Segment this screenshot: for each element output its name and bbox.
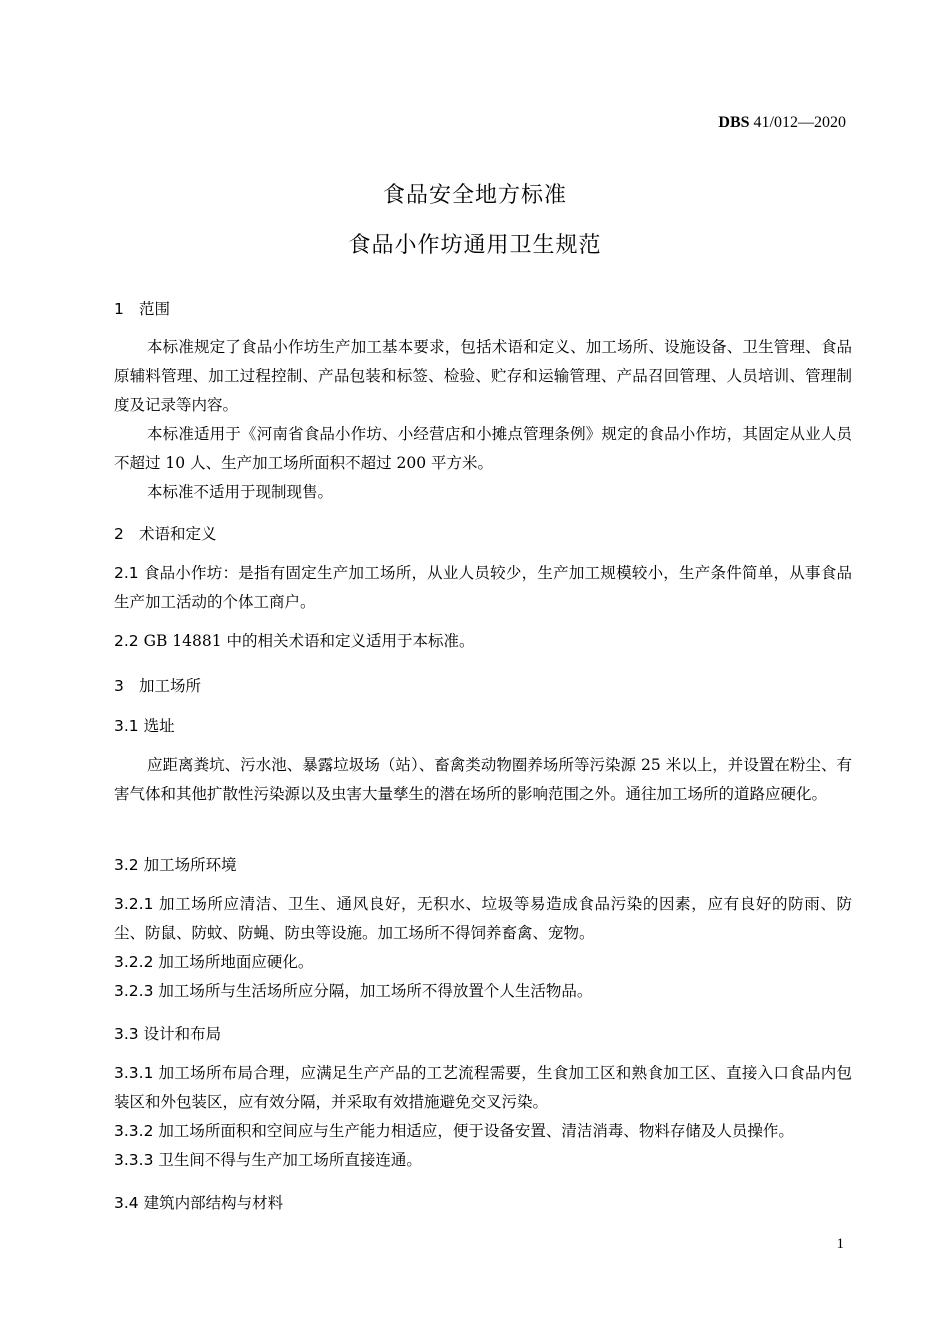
section-1-paragraph-1: 本标准规定了食品小作坊生产加工基本要求，包括术语和定义、加工场所、设施设备、卫生管理、食品原辅料管理、加工过程控制、产品包装和标签、检验、贮存和运输管理、产品召回管理、人员培训、管理制度及记录等内容。: [114, 338, 852, 414]
title-line-2: 食品小作坊通用卫生规范: [348, 233, 602, 258]
clause-text: 加工场所与生活场所应分隔，加工场所不得放置个人生活物品。: [158, 982, 593, 1000]
section-1-paragraph-2: 本标准适用于《河南省食品小作坊、小经营店和小摊点管理条例》规定的食品小作坊，其固定从业人员不超过 10 人、生产加工场所面积不超过 200 平方米。: [114, 425, 852, 472]
section-3-heading: [114, 674, 201, 696]
clause-3-2-1: [114, 890, 852, 948]
clause-2-2: [114, 627, 852, 656]
subsection-3-3-heading: [114, 1022, 221, 1044]
clause-text: 加工场所应清洁、卫生、通风良好，无积水、垃圾等易造成食品污染的因素，应有良好的防雨、防尘、防鼠、防蚊、防蝇、防虫等设施。加工场所不得饲养畜禽、宠物。: [114, 895, 852, 942]
subsection-3-2-heading: [114, 853, 237, 875]
clause-number: 3.2.3: [114, 982, 154, 1000]
section-2-heading: [114, 522, 217, 544]
standard-code-prefix: DBS: [718, 114, 750, 131]
clause-number: 3.3.1: [114, 1064, 154, 1082]
clause-number: 2.1: [114, 564, 139, 582]
title-line-1: 食品安全地方标准: [382, 183, 567, 208]
clause-text: GB 14881 中的相关术语和定义适用于本标准。: [143, 632, 475, 650]
clause-3-3-2: [114, 1117, 852, 1146]
subsection-3-4-heading: [114, 1191, 283, 1213]
subsection-title: 加工场所环境: [143, 856, 237, 874]
clause-text: 加工场所布局合理，应满足生产产品的工艺流程需要，生食加工区和熟食加工区、直接入口食品内包装区和外包装区，应有效分隔，并采取有效措施避免交叉污染。: [114, 1064, 852, 1111]
section-title: 加工场所: [139, 677, 202, 695]
clause-text: 卫生间不得与生产加工场所直接连通。: [158, 1151, 422, 1169]
subsection-title: 建筑内部结构与材料: [143, 1194, 284, 1212]
standard-code-number: 41/012—2020: [749, 114, 846, 131]
section-number: 1: [114, 300, 124, 318]
clause-text: 加工场所地面应硬化。: [158, 953, 314, 971]
section-title: 范围: [139, 300, 171, 318]
clause-number: 3.3.2: [114, 1122, 154, 1140]
term-definition: 是指有固定生产加工场所，从业人员较少，生产加工规模较小，生产条件简单，从事食品生产加工活动的个体工商户。: [114, 564, 852, 611]
clause-number: 3.2.1: [114, 895, 154, 913]
subsection-number: 3.3: [114, 1025, 139, 1043]
clause-number: 2.2: [114, 632, 139, 650]
clause-3-2-2: [114, 948, 852, 977]
clause-2-1: [114, 559, 852, 617]
subsection-number: 3.2: [114, 856, 139, 874]
clause-number: 3.3.3: [114, 1151, 154, 1169]
section-1-paragraph-3: 本标准不适用于现制现售。: [147, 483, 334, 501]
subsection-number: 3.1: [114, 717, 139, 735]
clause-3-3-3: [114, 1146, 852, 1175]
term-label: 食品小作坊：: [143, 564, 239, 582]
subsection-3-1-heading: [114, 714, 175, 736]
section-number: 3: [114, 677, 124, 695]
subsection-title: 设计和布局: [143, 1025, 222, 1043]
section-1-heading: [114, 297, 170, 319]
standard-code: [718, 114, 846, 132]
subsection-number: 3.4: [114, 1194, 139, 1212]
clause-text: 加工场所面积和空间应与生产能力相适应，便于设备安置、清洁消毒、物料存储及人员操作。: [158, 1122, 794, 1140]
section-title: 术语和定义: [139, 525, 217, 543]
section-number: 2: [114, 525, 124, 543]
clause-3-3-1: [114, 1059, 852, 1117]
clause-3-2-3: [114, 977, 852, 1006]
page-number: 1: [836, 1236, 844, 1252]
clause-number: 3.2.2: [114, 953, 154, 971]
subsection-3-1-text: 应距离粪坑、污水池、暴露垃圾场（站）、畜禽类动物圈养场所等污染源 25 米以上，并设置在粉尘、有害气体和其他扩散性污染源以及虫害大量孳生的潜在场所的影响范围之外。通往加工场所的道路应硬化。: [114, 756, 852, 803]
subsection-title: 选址: [143, 717, 175, 735]
